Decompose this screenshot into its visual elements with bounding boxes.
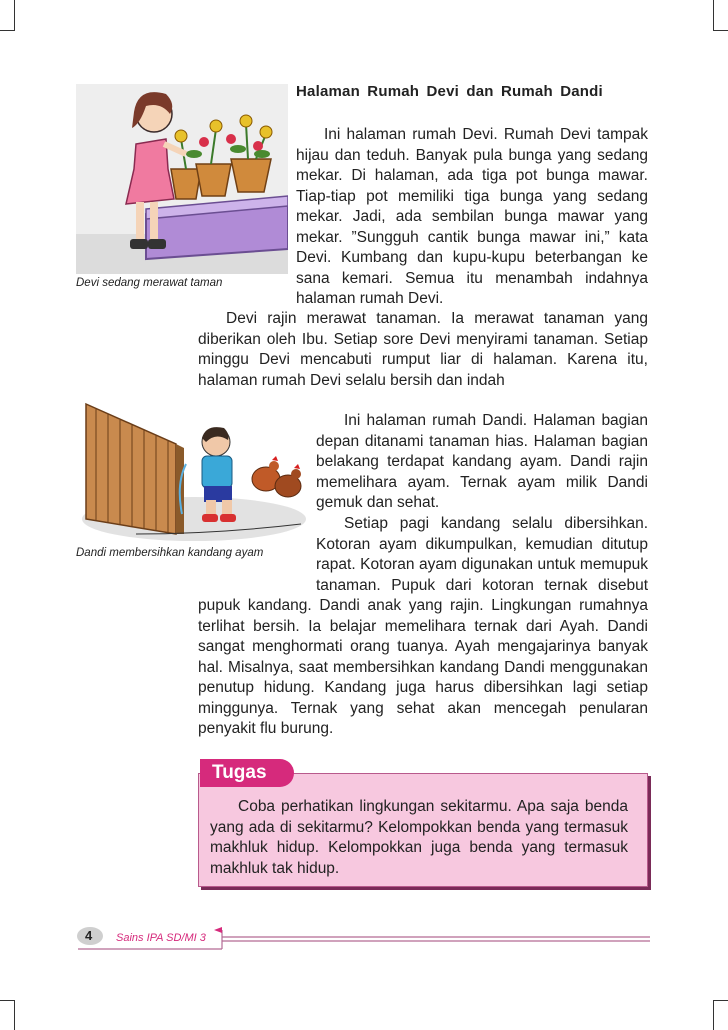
devi-paragraph-1-block (296, 125, 648, 310)
devi-paragraph-2-block (198, 309, 648, 391)
devi-caption: Devi sedang merawat taman (76, 277, 223, 289)
section-title: Halaman Rumah Devi dan Rumah Dandi (296, 83, 603, 100)
crop-mark-top-right-v (713, 0, 714, 30)
book-title: Sains IPA SD/MI 3 (116, 932, 206, 944)
crop-mark-bottom-left-v (14, 1000, 15, 1030)
devi-paragraph-1: Ini halaman rumah Devi. Rumah Devi tampak hijau dan teduh. Banyak pula bunga yang sedang mekar. Di halaman, ada tiga pot bunga mawar. Tiap-tiap pot memiliki tiga bunga yang sedang mekar. Jadi, ada sembilan bunga mawar yang mekar. ”Sungguh cantik bunga mawar ini,” kata Devi. Kumbang dan kupu-kupu beterbangan ke sana kemari. Semua itu menambah indahnya halaman rumah Devi. (296, 126, 648, 307)
devi-garden-illustration (76, 84, 288, 274)
crop-mark-bottom-right-v (713, 1000, 714, 1030)
dandi-paragraph-1-block (316, 411, 648, 514)
crop-mark-top-left-v (14, 0, 15, 30)
dandi-paragraph-1: Ini halaman rumah Dandi. Halaman bagian depan ditanami tanaman hias. Halaman bagian belakang terdapat kandang ayam. Dandi rajin memelihara ayam. Ternak ayam milik Dandi gemuk dan sehat. (316, 412, 648, 511)
crop-mark-top-left-h (0, 30, 15, 31)
dandi-paragraph-2-block (198, 514, 648, 740)
crop-mark-top-right-h (713, 30, 728, 31)
devi-paragraph-2: Devi rajin merawat tanaman. Ia merawat tanaman yang diberikan oleh Ibu. Setiap sore Devi menyirami tanaman. Setiap minggu Devi mencabuti rumput liar di halaman. Karena itu, halaman rumah Devi selalu bersih dan indah (198, 310, 648, 389)
page-number: 4 (85, 928, 93, 943)
dandi-paragraph-2: Setiap pagi kandang selalu dibersihkan. Kotoran ayam dikumpulkan, kemudian ditutup rapat. Kotoran ayam digunakan untuk memupuk tanaman. Pupuk dari kotoran ternak disebut pupuk kandang. Dandi anak yang rajin. Lingkungan rumahnya terlihat bersih. Ia belajar memelihara ternak dari Ayah. Dandi sangat menghormati orang tuanya. Ayah mengajarinya banyak hal. Misalnya, saat membersihkan kandang Dandi menggunakan penutup hidung. Kandang juga harus dibersihkan lagi setiap minggunya. Ternak yang sehat akan mencegah penularan penyakit flu burung. (198, 515, 648, 737)
crop-mark-bottom-left-h (0, 1000, 15, 1001)
tugas-text: Coba perhatikan lingkungan sekitarmu. Apa saja benda yang ada di sekitarmu? Kelompokkan benda yang termasuk makhluk hidup. Kelompokkan juga benda yang termasuk makhluk tak hidup. (210, 798, 628, 877)
crop-mark-bottom-right-h (713, 1000, 728, 1001)
dandi-caption: Dandi membersihkan kandang ayam (76, 547, 264, 559)
tugas-label: Tugas (200, 759, 294, 787)
tugas-text-block (210, 797, 628, 879)
